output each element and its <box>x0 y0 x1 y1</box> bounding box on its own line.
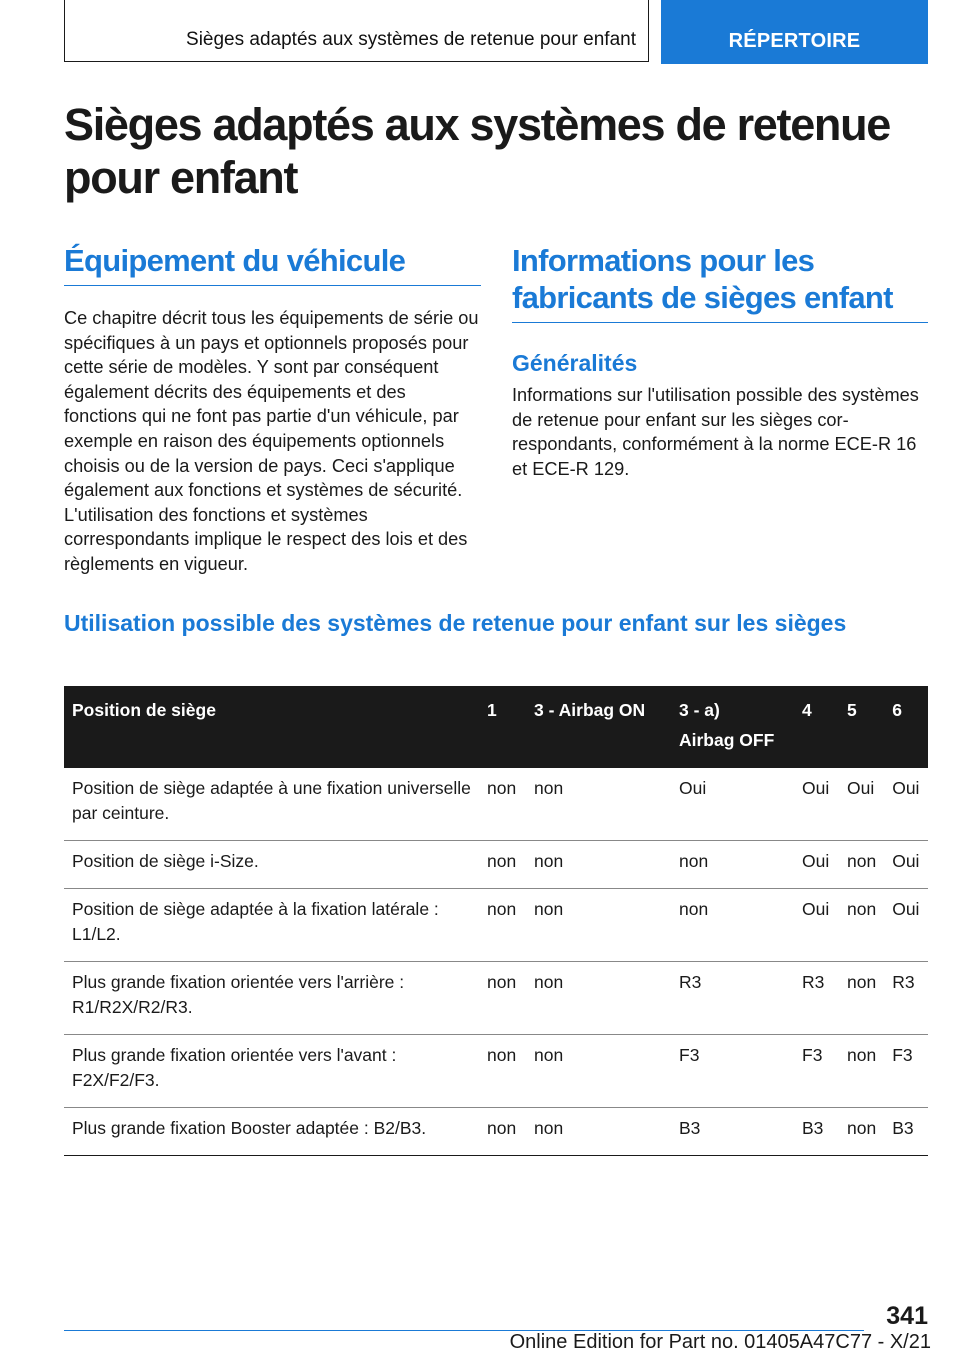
table-row <box>64 889 928 962</box>
header-seat-3-airbag-on: 3 - Airbag ON <box>534 700 646 720</box>
cell-seat-5: non <box>839 1108 884 1156</box>
cell-seat-1: non <box>479 841 526 889</box>
cell-seat-1: non <box>479 889 526 962</box>
cell-seat-3-airbag-on: non <box>526 841 671 889</box>
cell-seat-5: Oui <box>839 768 884 841</box>
cell-seat-3-airbag-off: Oui <box>671 768 794 841</box>
cell-seat-5: non <box>839 841 884 889</box>
cell-seat-5: non <box>839 962 884 1035</box>
header-seat-3-a: 3 - a) <box>679 700 720 720</box>
directory-button[interactable]: RÉPERTOIRE <box>661 0 928 64</box>
edition-footer: Online Edition for Part no. 01405A47C77 - X/21 <box>509 1331 931 1353</box>
cell-seat-6: Oui <box>884 889 928 962</box>
cell-seat-1: non <box>479 1108 526 1156</box>
vehicle-equipment-heading: Équipement du véhicule <box>64 242 481 286</box>
cell-seat-3-airbag-off: F3 <box>671 1035 794 1108</box>
header-seat-5: 5 <box>847 700 857 720</box>
row-label: Plus grande fixation orientée vers l'avant : F2X/F2/F3. <box>64 1035 479 1108</box>
page-title: Sièges adaptés aux systèmes de retenue pour enfant <box>64 99 891 203</box>
cell-seat-3-airbag-on: non <box>526 1108 671 1156</box>
cell-seat-1: non <box>479 768 526 841</box>
cell-seat-3-airbag-off: B3 <box>671 1108 794 1156</box>
vehicle-equipment-section <box>64 242 481 577</box>
cell-seat-3-airbag-off: R3 <box>671 962 794 1035</box>
header-seat-4: 4 <box>802 700 812 720</box>
cell-seat-4: F3 <box>794 1035 839 1108</box>
page-number: 341 <box>886 1302 928 1330</box>
manufacturer-info-heading: Informations pour les fabricants de sièges enfant <box>512 242 928 323</box>
header-airbag-off: Airbag OFF <box>679 730 775 750</box>
general-text: Informations sur l'utilisation possible des systèmes de retenue pour enfant sur les sièges correspondants, conformément à la norme ECE-R 16 et ECE-R 129. <box>512 385 919 479</box>
row-label: Plus grande fixation orientée vers l'arrière : R1/R2X/R2/R3. <box>64 962 479 1035</box>
table-header-row <box>64 686 928 768</box>
header-seat-3-airbag-off <box>671 686 794 768</box>
table-row <box>64 962 928 1035</box>
vehicle-equipment-text: Ce chapitre décrit tous les équipements de série ou spécifiques à un pays et optionnels proposés pour cette série de modèles. Y sont par conséquent également décrits des équipements et des fonctions qui ne font pas partie d'un véhicule, par exemple en raison des équipements optionnels choisis ou de la version de pays. Ceci s'applique également aux fonctions et systèmes de sécurité. L'utilisation des fonctions et systèmes correspondants implique le respect des lois et des règlements en vigueur. <box>64 308 479 574</box>
cell-seat-3-airbag-on: non <box>526 889 671 962</box>
table-row <box>64 841 928 889</box>
cell-seat-3-airbag-on: non <box>526 962 671 1035</box>
cell-seat-6: B3 <box>884 1108 928 1156</box>
cell-seat-5: non <box>839 889 884 962</box>
header-seat-1: 1 <box>487 700 497 720</box>
cell-seat-6: Oui <box>884 841 928 889</box>
cell-seat-1: non <box>479 1035 526 1108</box>
cell-seat-6: F3 <box>884 1035 928 1108</box>
section-title-tab: Sièges adaptés aux systèmes de retenue pour enfant <box>64 0 649 62</box>
general-subheading: Généralités <box>512 350 638 376</box>
cell-seat-5: non <box>839 1035 884 1108</box>
row-label: Position de siège adaptée à une fixation universelle par ceinture. <box>64 768 479 841</box>
table-row <box>64 1035 928 1108</box>
cell-seat-4: Oui <box>794 768 839 841</box>
cell-seat-6: R3 <box>884 962 928 1035</box>
cell-seat-1: non <box>479 962 526 1035</box>
table-row <box>64 768 928 841</box>
cell-seat-3-airbag-on: non <box>526 1035 671 1108</box>
cell-seat-4: Oui <box>794 889 839 962</box>
cell-seat-3-airbag-on: non <box>526 768 671 841</box>
table-row <box>64 1108 928 1156</box>
cell-seat-3-airbag-off: non <box>671 841 794 889</box>
cell-seat-3-airbag-off: non <box>671 889 794 962</box>
cell-seat-6: Oui <box>884 768 928 841</box>
header-seat-position: Position de siège <box>72 700 216 720</box>
manufacturer-info-section <box>512 242 928 481</box>
cell-seat-4: Oui <box>794 841 839 889</box>
row-label: Plus grande fixation Booster adaptée : B2/B3. <box>64 1108 479 1156</box>
header-seat-6: 6 <box>892 700 902 720</box>
page-header <box>64 0 928 64</box>
seat-usage-table <box>64 686 928 1156</box>
cell-seat-4: B3 <box>794 1108 839 1156</box>
row-label: Position de siège i-Size. <box>64 841 479 889</box>
row-label: Position de siège adaptée à la fixation latérale : L1/L2. <box>64 889 479 962</box>
seat-usage-heading: Utilisation possible des systèmes de retenue pour enfant sur les sièges <box>64 610 847 636</box>
cell-seat-4: R3 <box>794 962 839 1035</box>
